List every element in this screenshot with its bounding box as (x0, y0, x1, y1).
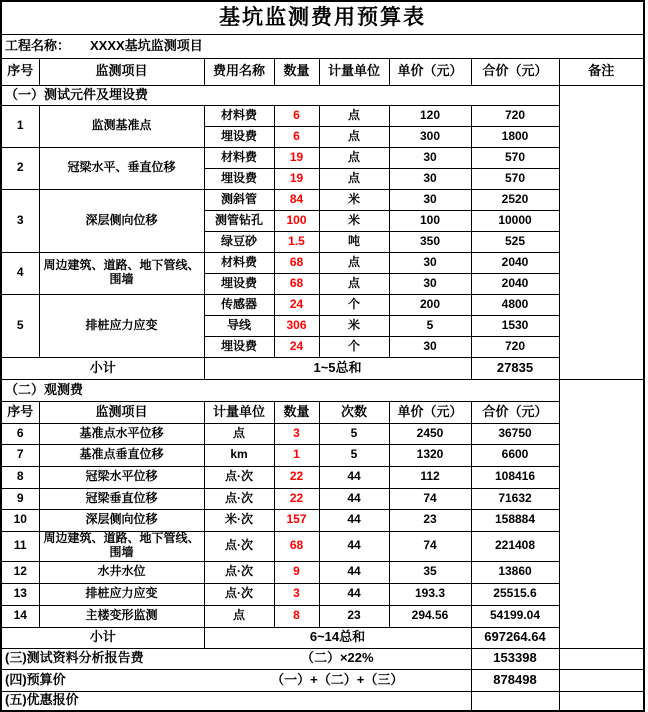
cell-times: 44 (319, 466, 389, 488)
cell-total: 720 (471, 105, 559, 126)
cell-total: 158884 (471, 509, 559, 531)
cell-fee: 埋设费 (204, 336, 274, 357)
cell-fee: 测管钻孔 (204, 210, 274, 231)
col-header-unit: 计量单位 (204, 401, 274, 423)
cell-unit: 点·次 (204, 466, 274, 488)
cell-qty: 157 (274, 509, 319, 531)
cell-price: 120 (389, 105, 471, 126)
cell-unit: 点 (319, 252, 389, 273)
table-row (1, 189, 644, 210)
col-header-remark: 备注 (559, 58, 644, 85)
cell-fee: 导线 (204, 315, 274, 336)
cell-qty: 24 (274, 336, 319, 357)
cell-qty: 3 (274, 423, 319, 444)
summary-row-3 (1, 648, 644, 669)
summary4-total: 878498 (471, 669, 559, 691)
cell-unit: 个 (319, 336, 389, 357)
cell-price: 30 (389, 273, 471, 294)
cell-qty: 6 (274, 105, 319, 126)
cell-no: 14 (1, 605, 39, 627)
cell-price: 30 (389, 189, 471, 210)
cell-price: 30 (389, 252, 471, 273)
table-row (1, 488, 644, 509)
cell-project: 周边建筑、道路、地下管线、围墙 (39, 252, 204, 294)
title-row (1, 1, 644, 34)
summary3-formula: （二）×22% (204, 648, 471, 669)
cell-price: 30 (389, 168, 471, 189)
col-header-unit: 计量单位 (319, 58, 389, 85)
summary4-remark (559, 669, 644, 691)
page-title: 基坑监测费用预算表 (1, 1, 644, 34)
cell-qty: 3 (274, 583, 319, 605)
cell-unit: 吨 (319, 231, 389, 252)
cell-times: 44 (319, 561, 389, 583)
cell-times: 44 (319, 531, 389, 561)
cell-unit: 米 (319, 315, 389, 336)
cell-project: 冠梁水平、垂直位移 (39, 147, 204, 189)
cell-total: 1530 (471, 315, 559, 336)
cell-unit: 米·次 (204, 509, 274, 531)
cell-total: 108416 (471, 466, 559, 488)
cell-no: 10 (1, 509, 39, 531)
cell-project: 基准点垂直位移 (39, 444, 204, 466)
table2-header-row (1, 401, 644, 423)
col-header-qty: 数量 (274, 401, 319, 423)
cell-fee: 材料费 (204, 147, 274, 168)
cell-project: 基准点水平位移 (39, 423, 204, 444)
cell-unit: 米 (319, 189, 389, 210)
table-row (1, 531, 644, 561)
subtotal2-desc: 6~14总和 (204, 627, 471, 648)
cell-times: 23 (319, 605, 389, 627)
table-row (1, 444, 644, 466)
cell-no: 12 (1, 561, 39, 583)
cell-qty: 6 (274, 126, 319, 147)
cell-total: 25515.6 (471, 583, 559, 605)
cell-price: 300 (389, 126, 471, 147)
cell-project: 主楼变形监测 (39, 605, 204, 627)
cell-price: 5 (389, 315, 471, 336)
cell-price: 35 (389, 561, 471, 583)
project-row (1, 34, 644, 58)
cell-qty: 306 (274, 315, 319, 336)
table1-header-row (1, 58, 644, 85)
cell-total: 54199.04 (471, 605, 559, 627)
cell-qty: 24 (274, 294, 319, 315)
cell-price: 350 (389, 231, 471, 252)
section1-label: （一）测试元件及埋设费 (1, 85, 559, 105)
cell-total: 525 (471, 231, 559, 252)
cell-price: 30 (389, 336, 471, 357)
cell-times: 44 (319, 509, 389, 531)
cell-price: 193.3 (389, 583, 471, 605)
col-header-project: 监测项目 (39, 58, 204, 85)
cell-unit: km (204, 444, 274, 466)
cell-fee: 埋设费 (204, 126, 274, 147)
cell-no: 13 (1, 583, 39, 605)
subtotal2-label: 小计 (1, 627, 204, 648)
cell-project: 排桩应力应变 (39, 583, 204, 605)
cell-price: 294.56 (389, 605, 471, 627)
cell-project: 深层侧向位移 (39, 189, 204, 252)
cell-times: 5 (319, 423, 389, 444)
cell-qty: 22 (274, 466, 319, 488)
cell-fee: 测斜管 (204, 189, 274, 210)
cell-no: 3 (1, 189, 39, 252)
cell-fee: 埋设费 (204, 168, 274, 189)
remark-merged-cell-2 (559, 379, 644, 648)
table-row (1, 252, 644, 273)
summary5-label: (五)优惠报价 (1, 691, 471, 711)
cell-project: 排桩应力应变 (39, 294, 204, 357)
cell-unit: 点 (319, 105, 389, 126)
cell-unit: 点·次 (204, 531, 274, 561)
cell-price: 2450 (389, 423, 471, 444)
cell-unit: 点 (204, 423, 274, 444)
cell-qty: 68 (274, 252, 319, 273)
cell-qty: 68 (274, 273, 319, 294)
cell-total: 10000 (471, 210, 559, 231)
table-row (1, 147, 644, 168)
cell-price: 1320 (389, 444, 471, 466)
table-row (1, 294, 644, 315)
cell-no: 5 (1, 294, 39, 357)
subtotal1-total: 27835 (471, 357, 559, 379)
cell-qty: 1 (274, 444, 319, 466)
cell-unit: 点·次 (204, 488, 274, 509)
cell-times: 44 (319, 583, 389, 605)
subtotal1-desc: 1~5总和 (204, 357, 471, 379)
project-label: 工程名称： (5, 37, 71, 53)
col-header-project: 监测项目 (39, 401, 204, 423)
cell-total: 2520 (471, 189, 559, 210)
table-row (1, 561, 644, 583)
cell-total: 720 (471, 336, 559, 357)
cell-price: 100 (389, 210, 471, 231)
subtotal2-row (1, 627, 644, 648)
cell-qty: 84 (274, 189, 319, 210)
cell-qty: 19 (274, 168, 319, 189)
cell-unit: 点·次 (204, 561, 274, 583)
cell-qty: 8 (274, 605, 319, 627)
cell-unit: 点·次 (204, 583, 274, 605)
cell-no: 1 (1, 105, 39, 147)
cell-qty: 22 (274, 488, 319, 509)
cell-total: 570 (471, 168, 559, 189)
col-header-qty: 数量 (274, 58, 319, 85)
cell-times: 5 (319, 444, 389, 466)
summary4-formula: （一）+（二）+（三） (204, 669, 471, 691)
project-name-cell (1, 34, 644, 58)
cell-total: 570 (471, 147, 559, 168)
cell-no: 9 (1, 488, 39, 509)
cell-price: 74 (389, 531, 471, 561)
cell-qty: 68 (274, 531, 319, 561)
cell-price: 23 (389, 509, 471, 531)
subtotal1-row (1, 357, 644, 379)
cell-fee: 材料费 (204, 105, 274, 126)
cell-total: 4800 (471, 294, 559, 315)
summary-row-5 (1, 691, 644, 711)
summary3-label: (三)测试资料分析报告费 (1, 648, 204, 669)
cell-total: 6600 (471, 444, 559, 466)
cell-project: 监测基准点 (39, 105, 204, 147)
cell-no: 11 (1, 531, 39, 561)
col-header-total: 合价（元） (471, 401, 559, 423)
cell-qty: 1.5 (274, 231, 319, 252)
cell-fee: 绿豆砂 (204, 231, 274, 252)
section1-row (1, 85, 644, 105)
cell-no: 8 (1, 466, 39, 488)
cell-price: 30 (389, 147, 471, 168)
cell-no: 2 (1, 147, 39, 189)
remark-merged-cell-1 (559, 85, 644, 379)
cell-qty: 9 (274, 561, 319, 583)
table-row (1, 583, 644, 605)
col-header-total: 合价（元） (471, 58, 559, 85)
cell-fee: 传感器 (204, 294, 274, 315)
summary4-label: (四)预算价 (1, 669, 204, 691)
table-row (1, 466, 644, 488)
table-row (1, 105, 644, 126)
col-header-no: 序号 (1, 401, 39, 423)
table-row (1, 423, 644, 444)
table-row (1, 509, 644, 531)
col-header-price: 单价（元） (389, 401, 471, 423)
cell-total: 2040 (471, 273, 559, 294)
cell-unit: 点 (204, 605, 274, 627)
cell-unit: 点 (319, 126, 389, 147)
cell-total: 71632 (471, 488, 559, 509)
cell-price: 74 (389, 488, 471, 509)
cell-qty: 19 (274, 147, 319, 168)
cell-total: 1800 (471, 126, 559, 147)
summary3-total: 153398 (471, 648, 559, 669)
cell-times: 44 (319, 488, 389, 509)
summary5-remark (559, 691, 644, 711)
project-name: XXXX基坑监测项目 (90, 37, 203, 53)
cell-fee: 埋设费 (204, 273, 274, 294)
cell-no: 4 (1, 252, 39, 294)
subtotal1-label: 小计 (1, 357, 204, 379)
cell-unit: 点 (319, 147, 389, 168)
cell-project: 深层侧向位移 (39, 509, 204, 531)
cell-unit: 点 (319, 168, 389, 189)
summary5-total (471, 691, 559, 711)
summary3-remark (559, 648, 644, 669)
col-header-price: 单价（元） (389, 58, 471, 85)
cell-project: 周边建筑、道路、地下管线、围墙 (39, 531, 204, 561)
table-row (1, 605, 644, 627)
section2-label: （二）观测费 (1, 379, 559, 401)
cell-project: 水井水位 (39, 561, 204, 583)
cell-total: 13860 (471, 561, 559, 583)
cell-price: 200 (389, 294, 471, 315)
col-header-times: 次数 (319, 401, 389, 423)
cell-project: 冠梁垂直位移 (39, 488, 204, 509)
subtotal2-total: 697264.64 (471, 627, 559, 648)
cell-qty: 100 (274, 210, 319, 231)
cell-total: 221408 (471, 531, 559, 561)
section2-row (1, 379, 644, 401)
cell-total: 2040 (471, 252, 559, 273)
cell-unit: 米 (319, 210, 389, 231)
cell-total: 36750 (471, 423, 559, 444)
cell-price: 112 (389, 466, 471, 488)
summary-row-4 (1, 669, 644, 691)
col-header-no: 序号 (1, 58, 39, 85)
cell-no: 7 (1, 444, 39, 466)
cell-no: 6 (1, 423, 39, 444)
cell-unit: 个 (319, 294, 389, 315)
col-header-fee: 费用名称 (204, 58, 274, 85)
cell-project: 冠梁水平位移 (39, 466, 204, 488)
cell-unit: 点 (319, 273, 389, 294)
cell-fee: 材料费 (204, 252, 274, 273)
